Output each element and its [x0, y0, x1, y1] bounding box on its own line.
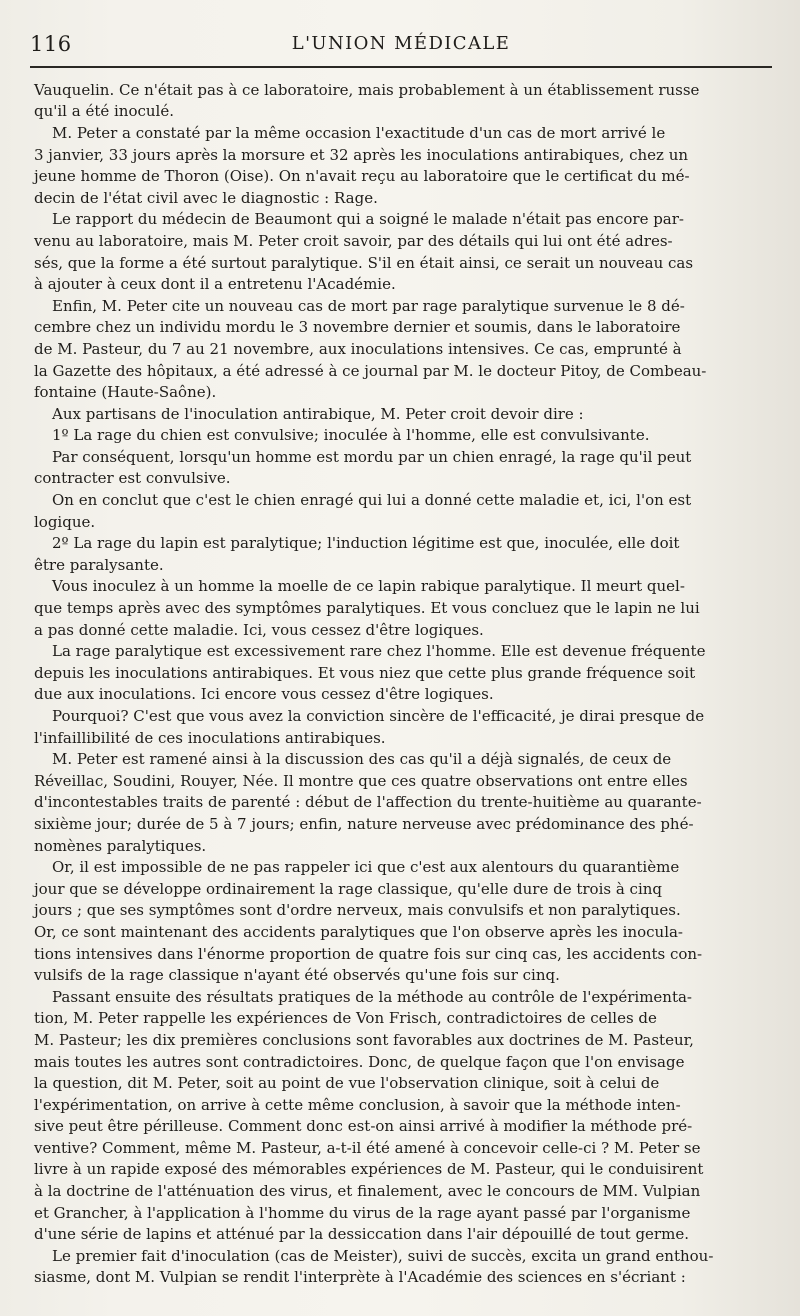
text-line: cembre chez un individu mordu le 3 novembre dernier et soumis, dans le laboratoire [34, 318, 681, 337]
text-line: La rage paralytique est excessivement rare chez l'homme. Elle est devenue fréquente [52, 642, 706, 661]
text-line: M. Peter est ramené ainsi à la discussion des cas qu'il a déjà signalés, de ceux de [52, 750, 672, 769]
text-line: Vauquelin. Ce n'était pas à ce laboratoire, mais probablement à un établissement russe [34, 80, 700, 99]
text-line: que temps après avec des symptômes paralytiques. Et vous concluez que le lapin ne lui [34, 599, 700, 618]
text-line: venu au laboratoire, mais M. Peter croit savoir, par des détails qui lui ont été adres- [34, 231, 673, 250]
text-line: 3 janvier, 33 jours après la morsure et 32 après les inoculations antirabiques, chez un [34, 145, 689, 164]
text-line: jours ; que ses symptômes sont d'ordre nerveux, mais convulsifs et non paralytiques. [34, 901, 681, 920]
text-line: Passant ensuite des résultats pratiques de la méthode au contrôle de l'expérimenta- [52, 987, 692, 1006]
text-line: tions intensives dans l'énorme proportion de quatre fois sur cinq cas, les accidents con- [34, 944, 703, 963]
text-line: Or, il est impossible de ne pas rappeler ici que c'est aux alentours du quarantième [52, 858, 680, 877]
text-line: Vous inoculez à un homme la moelle de ce lapin rabique paralytique. Il meurt quel- [52, 577, 685, 596]
text-line: livre à un rapide exposé des mémorables expériences de M. Pasteur, qui le conduisirent [34, 1160, 704, 1179]
text-line: depuis les inoculations antirabiques. Et vous niez que cette plus grande fréquence soit [34, 663, 696, 682]
text-line: fontaine (Haute-Saône). [34, 383, 217, 402]
text-line: contracter est convulsive. [34, 469, 231, 488]
text-line: 2º La rage du lapin est paralytique; l'induction légitime est que, inoculée, elle doit [52, 534, 680, 553]
text-line: l'infaillibilité de ces inoculations antirabiques. [34, 728, 386, 747]
running-head [30, 30, 772, 62]
text-line: jour que se développe ordinairement la rage classique, qu'elle dure de trois à cinq [34, 879, 663, 898]
text-line: logique. [34, 512, 96, 531]
text-line: mais toutes les autres sont contradictoires. Donc, de quelque façon que l'on envisage [34, 1052, 685, 1071]
text-line: Par conséquent, lorsqu'un homme est mordu par un chien enragé, la rage qu'il peut [52, 447, 692, 466]
header-rule [30, 66, 772, 68]
text-line: jeune homme de Thoron (Oise). On n'avait reçu au laboratoire que le certificat du mé- [34, 167, 690, 186]
text-line: Enfin, M. Peter cite un nouveau cas de mort par rage paralytique survenue le 8 dé- [52, 296, 685, 315]
text-line: l'expérimentation, on arrive à cette même conclusion, à savoir que la méthode inten- [34, 1095, 681, 1114]
body-text [34, 79, 766, 1288]
text-line: et Grancher, à l'application à l'homme du virus de la rage ayant passé par l'organisme [34, 1203, 691, 1222]
page-number: 116 [30, 32, 72, 56]
text-line: M. Peter a constaté par la même occasion l'exactitude d'un cas de mort arrivé le [52, 123, 666, 142]
text-line: sixième jour; durée de 5 à 7 jours; enfin, nature nerveuse avec prédominance des phé- [34, 814, 694, 833]
text-line: sés, que la forme a été surtout paralytique. S'il en était ainsi, ce serait un nouveau cas [34, 253, 694, 272]
text-line: Or, ce sont maintenant des accidents paralytiques que l'on observe après les inocula- [34, 922, 683, 941]
text-line: qu'il a été inoculé. [34, 102, 175, 121]
text-line: la question, dit M. Peter, soit au point de vue l'observation clinique, soit à celui de [34, 1074, 660, 1093]
text-line: decin de l'état civil avec le diagnostic : Rage. [34, 188, 378, 207]
text-line: tion, M. Peter rappelle les expériences de Von Frisch, contradictoires de celles de [34, 1009, 657, 1028]
text-line: nomènes paralytiques. [34, 836, 207, 855]
text-line: Le rapport du médecin de Beaumont qui a soigné le malade n'était pas encore par- [52, 210, 684, 229]
text-line: ventive? Comment, même M. Pasteur, a-t-il été amené à concevoir celle-ci ? M. Peter se [34, 1138, 701, 1157]
journal-title: L'UNION MÉDICALE [291, 33, 511, 54]
text-line: due aux inoculations. Ici encore vous cessez d'être logiques. [34, 685, 494, 704]
text-line: Aux partisans de l'inoculation antirabique, M. Peter croit devoir dire : [52, 404, 584, 423]
text-line: 1º La rage du chien est convulsive; inoculée à l'homme, elle est convulsivante. [52, 426, 650, 445]
text-line: Pourquoi? C'est que vous avez la conviction sincère de l'efficacité, je dirai presque de [52, 707, 705, 726]
text-line: d'une série de lapins et atténué par la dessiccation dans l'air dépouillé de tout germe. [34, 1225, 689, 1244]
text-line: à ajouter à ceux dont il a entretenu l'Académie. [34, 275, 396, 294]
text-line: de M. Pasteur, du 7 au 21 novembre, aux inoculations intensives. Ce cas, emprunté à [34, 339, 682, 358]
text-line: Réveillac, Soudini, Rouyer, Née. Il montre que ces quatre observations ont entre elles [34, 771, 688, 790]
text-line: Le premier fait d'inoculation (cas de Meister), suivi de succès, excita un grand enthou- [52, 1246, 714, 1265]
text-line: à la doctrine de l'atténuation des virus, et finalement, avec le concours de MM. Vulpian [34, 1182, 701, 1201]
text-line: d'incontestables traits de parenté : début de l'affection du trente-huitième au quarante- [34, 793, 702, 812]
text-line: M. Pasteur; les dix premières conclusions sont favorables aux doctrines de M. Pasteur, [34, 1030, 694, 1049]
text-line: a pas donné cette maladie. Ici, vous cessez d'être logiques. [34, 620, 484, 639]
text-line: la Gazette des hôpitaux, a été adressé à ce journal par M. le docteur Pitoy, de Combeau- [34, 361, 707, 380]
text-line: être paralysante. [34, 555, 164, 574]
text-line: On en conclut que c'est le chien enragé qui lui a donné cette maladie et, ici, l'on est [52, 491, 692, 510]
text-line: sive peut être périlleuse. Comment donc est-on ainsi arrivé à modifier la méthode pré- [34, 1117, 693, 1136]
text-line: vulsifs de la rage classique n'ayant été observés qu'une fois sur cinq. [34, 966, 560, 985]
text-line: siasme, dont M. Vulpian se rendit l'interprète à l'Académie des sciences en s'écriant : [34, 1268, 686, 1287]
